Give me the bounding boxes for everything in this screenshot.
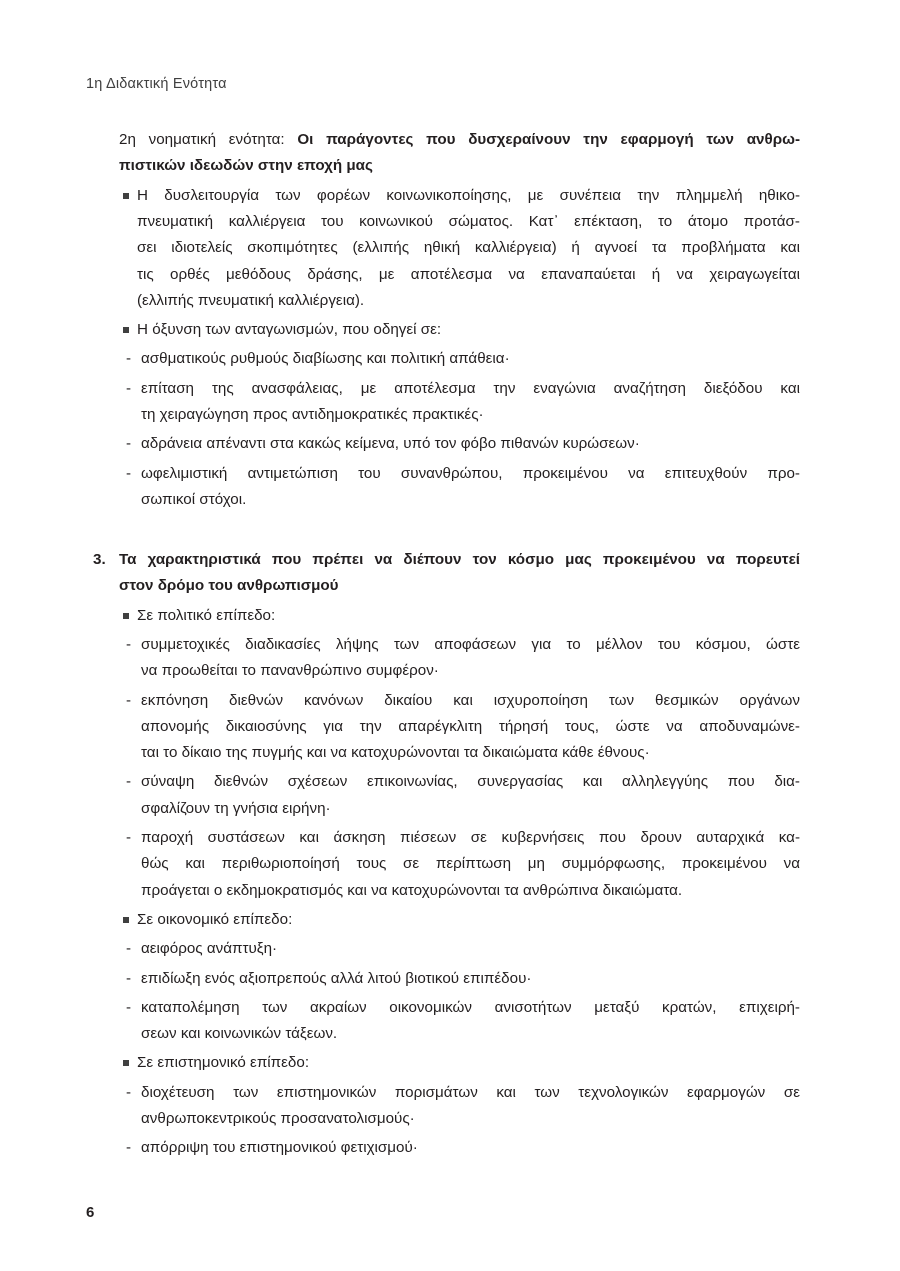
dash-bullet-icon: - (126, 379, 132, 397)
dash-bullet-icon: - (126, 969, 132, 987)
heading-bold-text: Οι παράγοντες που δυσχεραίνουν την εφαρμογή των ανθρω- (297, 131, 800, 148)
dash-bullet-icon: - (126, 773, 132, 791)
dash-bullet-icon: - (126, 940, 132, 958)
square-bullet-icon (123, 1060, 129, 1066)
dash-bullet-icon: - (126, 1139, 132, 1157)
dash-bullet-icon: - (126, 998, 132, 1016)
list-item-text: αδράνεια απέναντι στα κακώς κείμενα, υπό τον φόβο πιθανών κυρώσεων· (141, 435, 640, 453)
paragraph-line: τις ορθές μεθόδους δράσης, με αποτέλεσμα να επαναπαύεται ή να χειραγωγείται (137, 265, 800, 283)
paragraph-line: Η δυσλειτουργία των φορέων κοινωνικοποίησης, με συνέπεια την πλημμελή ηθικο- (137, 186, 800, 204)
list-item-text: διοχέτευση των επιστημονικών πορισμάτων και των τεχνολογικών εφαρμογών σε (141, 1083, 800, 1101)
running-header: 1η Διδακτική Ενότητα (86, 76, 227, 92)
paragraph-line: πνευματική καλλιέργεια του κοινωνικού σώματος. Κατ᾽ επέκταση, το άτομο προτάσ- (137, 212, 800, 230)
list-item-text: επίταση της ανασφάλειας, με αποτέλεσμα την εναγώνια αναζήτηση διεξόδου και (141, 379, 800, 397)
list-item-text: επιδίωξη ενός αξιοπρεπούς αλλά λιτού βιοτικού επιπέδου· (141, 969, 532, 987)
list-item-text: να προωθείται το πανανθρώπινο συμφέρον· (141, 662, 439, 680)
square-bullet-icon (123, 917, 129, 923)
list-item-text: απονομής δικαιοσύνης για την απαρέγκλιτη τήρησή τους, ώστε να αποδυναμώνε- (141, 717, 800, 735)
square-bullet-icon (123, 327, 129, 333)
section-heading (119, 131, 800, 148)
dash-bullet-icon: - (126, 829, 132, 846)
section-heading-cont: στον δρόμο του ανθρωπισμού (119, 577, 339, 595)
list-item-text: ασθματικούς ρυθμούς διαβίωσης και πολιτική απάθεια· (141, 350, 510, 368)
dash-bullet-icon: - (126, 1083, 132, 1101)
list-item-text: σεων και κοινωνικών τάξεων. (141, 1025, 338, 1043)
list-item-text: απόρριψη του επιστημονικού φετιχισμού· (141, 1139, 418, 1157)
list-item-text: αειφόρος ανάπτυξη· (141, 940, 278, 958)
paragraph-line: (ελλιπής πνευματική καλλιέργεια). (137, 291, 365, 309)
list-item-text: ωφελιμιστική αντιμετώπιση του συνανθρώπου, προκειμένου να επιτευχθούν προ- (141, 464, 800, 482)
list-item-text: σωπικοί στόχοι. (141, 490, 247, 508)
heading-prefix: 2η νοηματική ενότητα: (119, 131, 298, 148)
list-item-text: σύναψη διεθνών σχέσεων επικοινωνίας, συνεργασίας και αλληλεγγύης που δια- (141, 773, 800, 791)
square-bullet-icon (123, 613, 129, 619)
page-number: 6 (86, 1204, 95, 1221)
bullet-label: Σε επιστημονικό επίπεδο: (137, 1054, 310, 1072)
section-heading: Τα χαρακτηριστικά που πρέπει να διέπουν τον κόσμο μας προκειμένου να πορευτεί (119, 551, 800, 568)
list-item-text: ανθρωποκεντρικούς προσανατολισμούς· (141, 1110, 415, 1127)
list-item-text: καταπολέμηση των ακραίων οικονομικών ανισοτήτων μεταξύ κρατών, επιχειρή- (141, 998, 800, 1016)
dash-bullet-icon: - (126, 691, 132, 709)
list-item-text: τη χειραγώγηση προς αντιδημοκρατικές πρακτικές· (141, 406, 484, 423)
dash-bullet-icon: - (126, 464, 132, 482)
dash-bullet-icon: - (126, 435, 132, 453)
list-item-text: εκπόνηση διεθνών κανόνων δικαίου και ισχυροποίηση των θεσμικών οργάνων (141, 691, 800, 709)
paragraph-line: σει ιδιοτελείς σκοπιμότητες (ελλιπής ηθική καλλιέργεια) ή αγνοεί τα προβλήματα και (137, 239, 800, 257)
bullet-label: Σε οικονομικό επίπεδο: (137, 910, 293, 928)
list-item-text: ται το δίκαιο της πυγμής και να κατοχυρώνονται τα δικαιώματα κάθε έθνους· (141, 744, 650, 762)
section-number: 3. (93, 551, 106, 568)
list-item-text: παροχή συστάσεων και άσκηση πιέσεων σε κυβερνήσεις που δρουν αυταρχικά κα- (141, 829, 800, 846)
dash-bullet-icon: - (126, 350, 132, 368)
list-item-text: συμμετοχικές διαδικασίες λήψης των αποφάσεων για το μέλλον του κόσμου, ώστε (141, 635, 800, 653)
bullet-label: Σε πολιτικό επίπεδο: (137, 606, 276, 624)
dash-bullet-icon: - (126, 635, 132, 653)
list-item-text: προάγεται ο εκδημοκρατισμός και να κατοχυρώνονται τα ανθρώπινα δικαιώματα. (141, 881, 683, 899)
list-item-text: θώς και περιθωριοποίησή τους σε περίπτωση μη συμμόρφωσης, προκειμένου να (141, 855, 800, 873)
list-item-text: σφαλίζουν τη γνήσια ειρήνη· (141, 799, 331, 817)
bullet-label: Η όξυνση των ανταγωνισμών, που οδηγεί σε: (137, 321, 442, 339)
section-heading-cont: πιστικών ιδεωδών στην εποχή μας (119, 157, 373, 175)
square-bullet-icon (123, 193, 129, 199)
